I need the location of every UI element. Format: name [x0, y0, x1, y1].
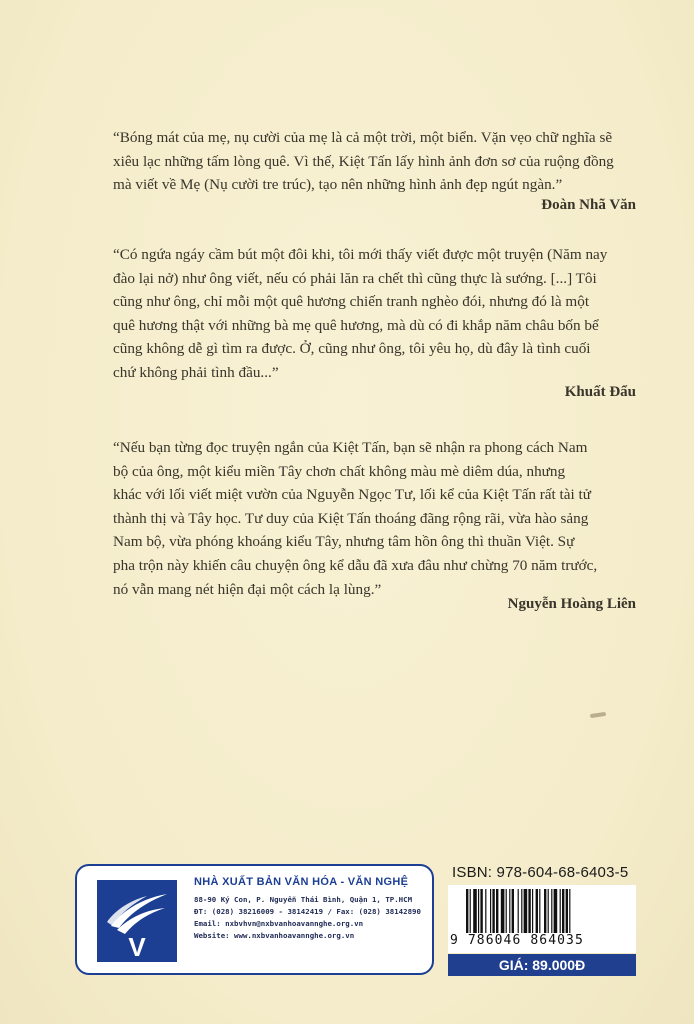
barcode-bar — [528, 889, 530, 933]
logo-letter: V — [128, 932, 146, 962]
barcode-bar — [470, 889, 471, 933]
publisher-box — [75, 864, 434, 975]
barcode-bar — [548, 889, 549, 933]
quote-line: xiêu lạc những tấm lòng quê. Vì thế, Kiệt Tấn lấy hình ảnh đơn sơ của ruộng đồng — [113, 152, 614, 170]
quote-line: mà viết về Mẹ (Nụ cười tre trúc), tạo nên những hình ảnh đẹp ngút ngàn.” — [113, 176, 563, 194]
barcode-bar — [485, 889, 486, 933]
publisher-phone: ĐT: (028) 38216009 - 38142419 / Fax: (028) 38142890 — [194, 907, 421, 916]
quote-author-3: Nguyễn Hoàng Liên — [507, 596, 636, 612]
publisher-logo — [97, 880, 177, 962]
publisher-name: NHÀ XUẤT BẢN VĂN HÓA - VĂN NGHỆ — [194, 876, 409, 888]
publisher-info — [194, 876, 426, 942]
quote-1 — [113, 126, 633, 197]
barcode-bar — [466, 889, 468, 933]
quote-line: “Có ngứa ngáy cầm bút một đôi khi, tôi mới thấy viết được một truyện (Năm nay — [113, 246, 608, 263]
barcode-bar — [554, 889, 558, 933]
barcode-area — [448, 885, 636, 953]
barcode-bar — [566, 889, 568, 933]
quote-line: pha trộn này khiến câu chuyện ông kể dẫu đã xưa đâu như chừng 70 năm trước, — [113, 556, 598, 574]
isbn-label: ISBN: 978-604-68-6403-5 — [452, 864, 629, 881]
quote-line: “Nếu bạn từng đọc truyện ngắn của Kiệt Tấn, bạn sẽ nhận ra phong cách Nam — [113, 439, 588, 456]
barcode-bar — [539, 889, 540, 933]
barcode-bar — [518, 889, 519, 933]
barcode-bar — [544, 889, 546, 933]
barcode-bar — [521, 889, 522, 933]
publisher-address: 88-90 Ký Con, P. Nguyễn Thái Bình, Quận 1, TP.HCM — [194, 895, 413, 904]
quote-line: cũng như ông, chỉ mỗi một quê hương chiến tranh nghèo đói, nhưng đó là một — [113, 293, 590, 311]
barcode-bar — [478, 889, 479, 933]
quote-2 — [113, 243, 633, 385]
isbn-block — [446, 864, 636, 976]
quote-line: chứ không phải tình đầu...” — [113, 363, 279, 381]
quote-author-2: Khuất Đẩu — [564, 384, 636, 400]
quote-line: khác với lối viết miệt vườn của Nguyễn Ngọc Tư, lối kể của Kiệt Tấn rất tài tử — [113, 486, 591, 504]
barcode-bar — [569, 889, 570, 933]
quote-line: nó vẫn mang nét hiện đại một cách lạ lùng.” — [113, 580, 382, 598]
publisher-website: Website: www.nxbvanhoavannghe.org.vn — [194, 931, 355, 940]
publisher-email: Email: nxbvhvn@nxbvanhoavannghe.org.vn — [194, 919, 364, 928]
barcode-bar — [512, 889, 514, 933]
barcode-bar — [560, 889, 561, 933]
barcode-bar — [480, 889, 482, 933]
barcode-bar — [492, 889, 494, 933]
quote-line: quê hương thật với những bà mẹ quê hương, mà dù có đi khắp năm châu bốn bể — [113, 316, 599, 334]
quote-line: bộ của ông, một kiểu miền Tây chơn chất không màu mè diêm dúa, nhưng — [113, 462, 566, 480]
quote-line: cũng không dễ gì tìm ra được. Ở, cũng như ông, tôi yêu họ, dù đây là tình cuối — [113, 340, 591, 358]
paper-speck — [590, 712, 606, 718]
price-tag: GIÁ: 89.000Đ — [448, 954, 636, 976]
barcode — [466, 889, 626, 933]
barcode-bar — [490, 889, 491, 933]
barcode-bar — [536, 889, 538, 933]
barcode-bar — [506, 889, 507, 933]
quote-author-1: Đoàn Nhã Văn — [541, 197, 636, 213]
quote-3 — [113, 436, 633, 601]
quote-line: thành thị và Tây học. Tư duy của Kiệt Tấn thoáng đãng rộng rãi, vừa hào sảng — [113, 509, 589, 527]
barcode-digits: 9 786046 864035 — [450, 933, 584, 948]
quote-line: “Bóng mát của mẹ, nụ cười của mẹ là cả một trời, một biển. Vặn vẹo chữ nghĩa sẽ — [113, 129, 613, 146]
barcode-bar — [496, 889, 498, 933]
barcode-bar — [473, 889, 477, 933]
barcode-bar — [551, 889, 552, 933]
quote-line: Nam bộ, vừa phóng khoáng kiểu Tây, nhưng tâm hồn ông thì thuần Việt. Sự — [113, 533, 575, 551]
barcode-bar — [509, 889, 510, 933]
barcode-bar — [532, 889, 533, 933]
quote-line: đào lại nở) như ông viết, nếu có phải lăn ra chết thì cũng thực là sướng. [...] Tôi — [113, 269, 597, 287]
barcode-bar — [501, 889, 505, 933]
logo-emblem-icon — [97, 880, 177, 962]
barcode-bar — [524, 889, 528, 933]
barcode-bar — [562, 889, 564, 933]
